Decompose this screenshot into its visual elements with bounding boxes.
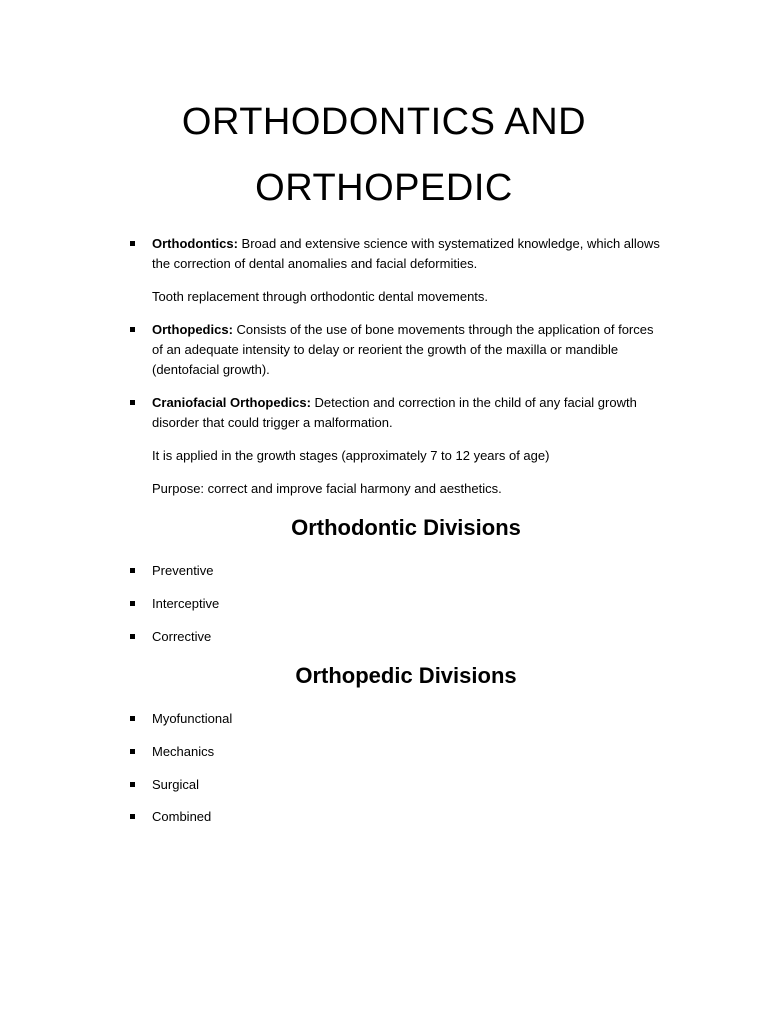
definition-term: Craniofacial Orthopedics: (152, 395, 311, 410)
definition-text: Consists of the use of bone movements through the application of forces of an adequate intensity to delay or reorient the growth of the maxilla or mandible (dentofacial growth). (152, 322, 654, 377)
list-item-label: Corrective (152, 629, 212, 644)
definition-term: Orthodontics: (152, 236, 238, 251)
definition-text: Detection and correction in the child of any facial growth disorder that could trigger a malformation. (152, 395, 637, 430)
note-growth-stages: It is applied in the growth stages (approximately 7 to 12 years of age) (152, 448, 550, 463)
list-item-label: Mechanics (152, 744, 215, 759)
list-item (152, 775, 199, 795)
list-item (152, 561, 213, 581)
list-item-label: Preventive (152, 563, 214, 578)
list-item (152, 807, 211, 827)
definition-text: Broad and extensive science with systematized knowledge, which allows the correction of dental anomalies and facial deformities. (152, 236, 660, 271)
list-item-label: Myofunctional (152, 711, 233, 726)
list-item (152, 594, 219, 614)
list-item (152, 627, 211, 647)
document-title-line-1: ORTHODONTICS AND (181, 101, 587, 143)
list-item-label: Surgical (152, 777, 199, 792)
list-item (152, 709, 232, 729)
square-bullet-icon (130, 782, 135, 787)
note-purpose: Purpose: correct and improve facial harmony and aesthetics. (152, 481, 502, 496)
definition-orthopedics (152, 320, 662, 380)
square-bullet-icon (130, 400, 135, 405)
definition-craniofacial-orthopedics (152, 393, 662, 433)
document-title-line-2: ORTHOPEDIC (255, 167, 513, 209)
list-item-label: Interceptive (152, 596, 220, 611)
square-bullet-icon (130, 634, 135, 639)
square-bullet-icon (130, 814, 135, 819)
square-bullet-icon (130, 241, 135, 246)
list-item (152, 742, 214, 762)
note-tooth-replacement: Tooth replacement through orthodontic dental movements. (152, 289, 489, 304)
heading-orthodontic-divisions: Orthodontic Divisions (291, 515, 521, 540)
definition-term: Orthopedics: (152, 322, 233, 337)
definition-orthodontics (152, 234, 662, 274)
square-bullet-icon (130, 327, 135, 332)
square-bullet-icon (130, 568, 135, 573)
square-bullet-icon (130, 749, 135, 754)
heading-orthopedic-divisions: Orthopedic Divisions (295, 663, 517, 688)
square-bullet-icon (130, 601, 135, 606)
square-bullet-icon (130, 716, 135, 721)
list-item-label: Combined (152, 809, 212, 824)
